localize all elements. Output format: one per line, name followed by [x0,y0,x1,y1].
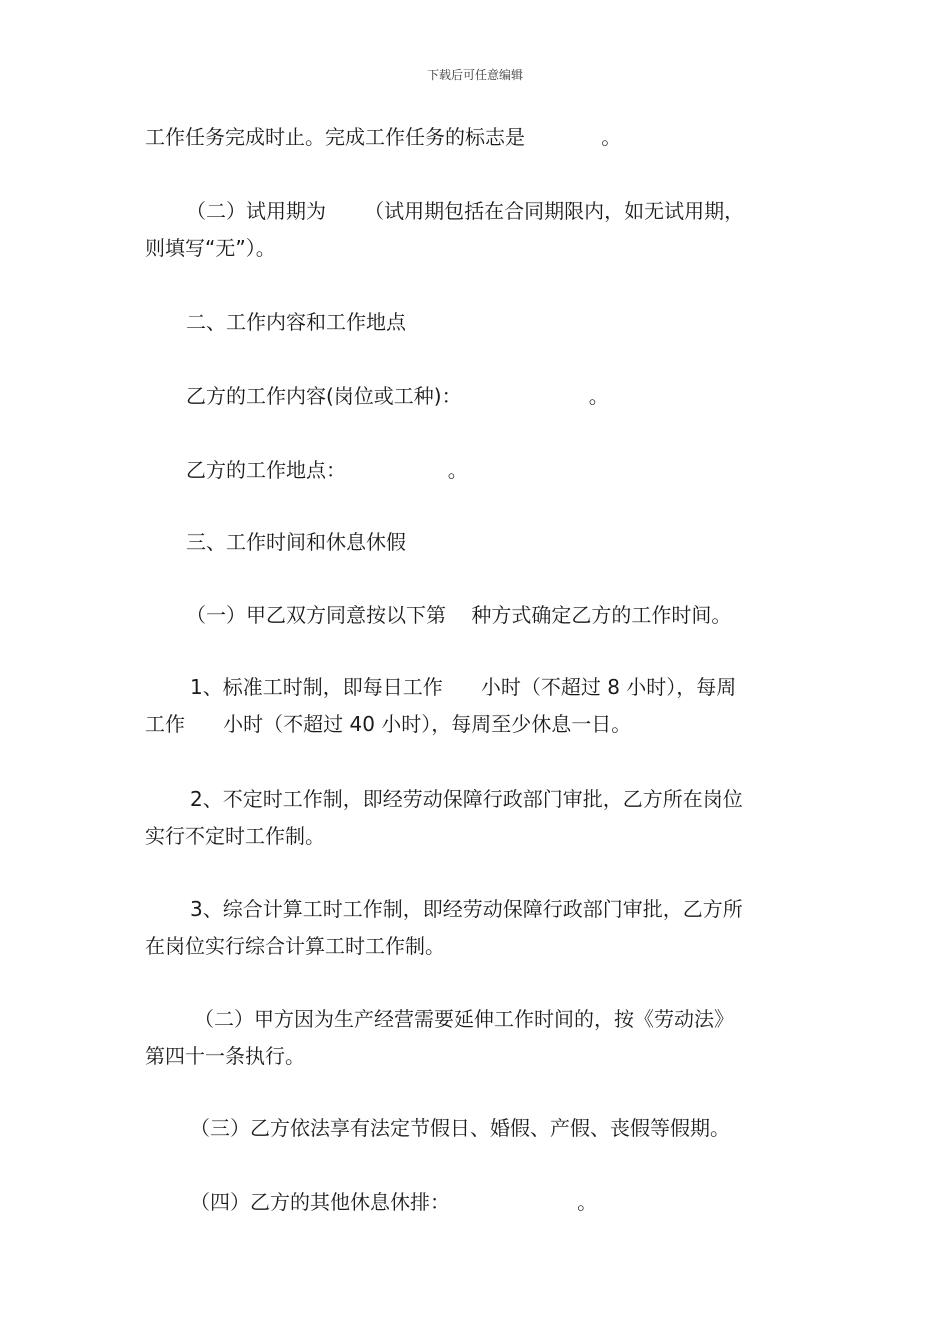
section-heading: 三、工作时间和休息休假 [186,530,406,554]
paragraph-line: （二）试用期为 （试用期包括在合同期限内，如无试用期， [186,199,745,223]
paragraph-line: 实行不定时工作制。 [145,824,325,848]
paragraph-line: 工作任务完成时止。完成工作任务的标志是 。 [145,125,622,149]
paragraph-line: 2、不定时工作制，即经劳动保障行政部门审批，乙方所在岗位 [190,787,743,811]
paragraph-line: （四）乙方的其他休息休排： 。 [190,1190,598,1214]
section-heading: 二、工作内容和工作地点 [186,310,406,334]
paragraph-line: 乙方的工作地点： 。 [186,458,468,482]
paragraph-line: 1、标准工时制，即每日工作 小时（不超过 8 小时），每周 [190,675,737,699]
paragraph-line: 工作 小时（不超过 40 小时），每周至少休息一日。 [145,712,632,736]
page-header: 下载后可任意编辑 [426,68,523,82]
paragraph-line: 在岗位实行综合计算工时工作制。 [145,934,445,958]
paragraph-line: 第四十一条执行。 [145,1044,305,1068]
paragraph-line: 乙方的工作内容(岗位或工种)： 。 [186,384,609,408]
paragraph-line: （三）乙方依法享有法定节假日、婚假、产假、丧假等假期。 [190,1116,730,1140]
paragraph-line: （二）甲方因为生产经营需要延伸工作时间的，按《劳动法》 [194,1007,734,1031]
paragraph-line: （一）甲乙双方同意按以下第 种方式确定乙方的工作时间。 [186,603,732,627]
paragraph-line: 则填写“无”）。 [145,236,276,260]
paragraph-line: 3、综合计算工时工作制，即经劳动保障行政部门审批，乙方所 [190,897,743,921]
